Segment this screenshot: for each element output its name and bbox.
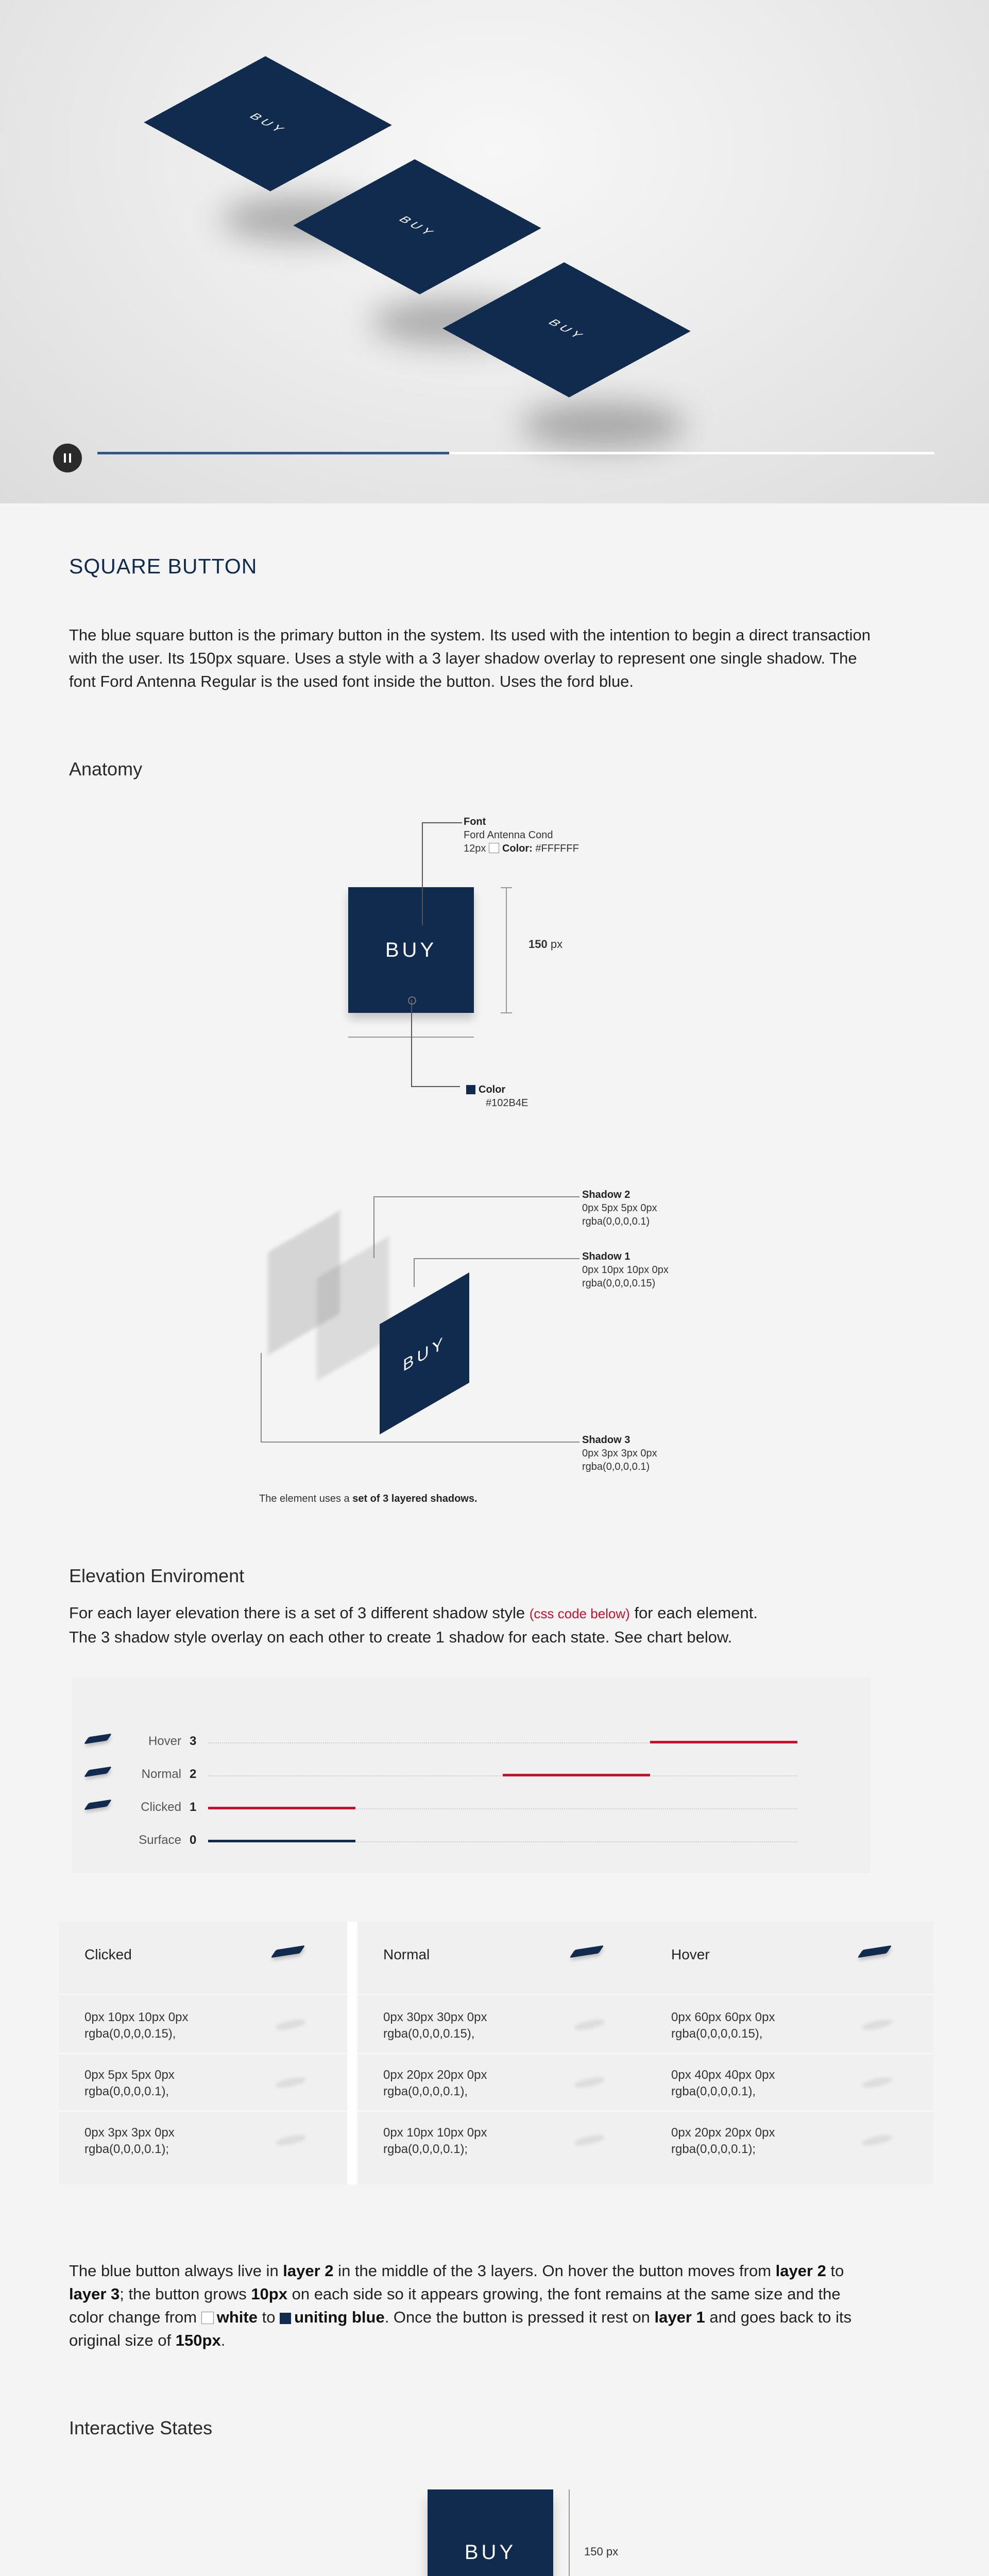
- chart-bar: [503, 1774, 650, 1776]
- anatomy-button: [348, 887, 474, 1013]
- layer-icon: [84, 1734, 112, 1744]
- shadow3-leader: [261, 1353, 262, 1442]
- chart-row-level: 3: [190, 1734, 197, 1748]
- intro-paragraph: The blue square button is the primary button in the system. Its used with the intention to begin a direct transaction with the user. Its 150px square. Uses a style with a 3 layer shadow overlay to represent one single shadow. The font Ford Antenna Regular is the used font inside the button. Uses the ford blue.: [69, 626, 871, 690]
- table-row-divider: [59, 2053, 347, 2054]
- chart-bar: [208, 1807, 355, 1809]
- chart-bar: [650, 1741, 797, 1743]
- video-progress-track[interactable]: [97, 452, 934, 454]
- anatomy-heading: Anatomy: [69, 758, 143, 779]
- pause-icon: [64, 453, 66, 463]
- shadow2-leader: [373, 1196, 374, 1258]
- layer-icon: [858, 1945, 892, 1958]
- chart-row-label: Surface: [139, 1833, 181, 1847]
- font-leader-line: [422, 822, 423, 925]
- table-cell: 0px 10px 10px 0px rgba(0,0,0,0.1);: [383, 2126, 487, 2156]
- chart-row-label: Clicked: [141, 1800, 181, 1814]
- shadow-caption: The element uses a set of 3 layered shadows.: [259, 1493, 478, 1504]
- table-row-divider: [645, 1994, 934, 1995]
- font-annotation: Font Ford Antenna Cond 12px Color: #FFFFFF: [464, 816, 579, 854]
- table-row-divider: [645, 2053, 934, 2054]
- layer-icon: [84, 1767, 112, 1777]
- size-dimension-line: [506, 887, 507, 1013]
- pause-icon: [69, 453, 71, 463]
- table-column-header: Hover: [671, 1946, 710, 1962]
- hero-banner: [0, 0, 989, 503]
- tile-label: BUY: [396, 214, 439, 239]
- state-size-label: 150 px: [584, 2545, 619, 2558]
- color-annotation: Color #102B4E: [466, 1083, 528, 1110]
- chart-row-level: 0: [190, 1833, 197, 1847]
- table-column-clicked: [59, 1922, 347, 2184]
- behavior-paragraph: The blue button always live in layer 2 in the middle of the 3 layers. On hover the button moves from layer 2 to layer 3; the button grows 10px on each side so it appears growing, the font remains at the same size and the color change from white to uniting blue. Once the button is pressed it rest on layer 1 and goes back to its original size of 150px.: [69, 2262, 852, 2349]
- font-leader-line: [422, 822, 462, 823]
- table-column-header: Clicked: [84, 1946, 132, 1962]
- table-row-divider: [357, 2111, 646, 2112]
- table-cell: 0px 5px 5px 0px rgba(0,0,0,0.1),: [84, 2068, 175, 2098]
- table-row-divider: [59, 1994, 347, 1995]
- table-cell: 0px 30px 30px 0px rgba(0,0,0,0.15),: [383, 2010, 487, 2041]
- table-row-divider: [357, 2053, 646, 2054]
- table-column-hover: [645, 1922, 934, 2184]
- elevation-paragraph: For each layer elevation there is a set of 3 different shadow style (css code below) for each element. The 3 shadow style overlay on each other to create 1 shadow for each state. See chart below.: [69, 1604, 758, 1646]
- table-divider: [347, 1922, 357, 2184]
- chart-row-level: 2: [190, 1767, 197, 1781]
- size-dimension-tick: [501, 887, 512, 888]
- table-cell: 0px 20px 20px 0px rgba(0,0,0,0.1);: [671, 2126, 775, 2156]
- shadow2-annotation: Shadow 2 0px 5px 5px 0px rgba(0,0,0,0.1): [582, 1189, 657, 1227]
- table-row-divider: [59, 2111, 347, 2112]
- shadow1-leader: [414, 1258, 579, 1259]
- color-leader-dot: [408, 996, 416, 1005]
- table-row-divider: [357, 1994, 646, 1995]
- hero-tile-1: [144, 56, 392, 191]
- page-title: SQUARE BUTTON: [69, 554, 258, 578]
- layer-icon: [271, 1945, 305, 1958]
- table-cell: 0px 10px 10px 0px rgba(0,0,0,0.15),: [84, 2010, 189, 2041]
- white-swatch-icon: [201, 2312, 214, 2324]
- hero-tile-3: [443, 262, 691, 397]
- uniting-blue-swatch-icon: [280, 2313, 291, 2324]
- shadow3-annotation: Shadow 3 0px 3px 3px 0px rgba(0,0,0,0.1): [582, 1434, 657, 1472]
- button-label: BUY: [403, 1331, 446, 1375]
- table-cell: 0px 40px 40px 0px rgba(0,0,0,0.1),: [671, 2068, 775, 2098]
- button-label: BUY: [385, 938, 437, 961]
- table-cell: 0px 20px 20px 0px rgba(0,0,0,0.1),: [383, 2068, 487, 2098]
- state-normal-button[interactable]: [428, 2489, 553, 2576]
- size-dimension-line: [569, 2489, 570, 2576]
- chart-row-level: 1: [190, 1800, 197, 1814]
- color-leader-line: [411, 1086, 460, 1087]
- hero-tile-2: [294, 159, 541, 294]
- table-column-header: Normal: [383, 1946, 430, 1962]
- size-dimension-tick: [501, 1012, 512, 1013]
- chart-row-label: Hover: [148, 1734, 181, 1748]
- video-progress-fill: [97, 452, 449, 454]
- navy-swatch-icon: [466, 1085, 475, 1094]
- size-label: 150 px: [528, 938, 563, 951]
- chart-row-label: Normal: [141, 1767, 181, 1781]
- table-cell: 0px 60px 60px 0px rgba(0,0,0,0.15),: [671, 2010, 775, 2041]
- shadow-demo-button: [380, 1273, 469, 1434]
- button-label: BUY: [464, 2540, 517, 2564]
- table-row-divider: [645, 2111, 934, 2112]
- elevation-heading: Elevation Enviroment: [69, 1565, 245, 1586]
- layer-icon: [84, 1800, 112, 1810]
- table-column-normal: [357, 1922, 646, 2184]
- chart-bar: [208, 1840, 355, 1842]
- pause-button[interactable]: [53, 444, 82, 472]
- shadow3-leader: [261, 1442, 579, 1443]
- white-swatch-icon: [489, 843, 499, 853]
- tile-label: BUY: [545, 317, 589, 342]
- shadow1-leader: [414, 1258, 415, 1287]
- tile-shadow: [520, 402, 685, 448]
- shadow2-leader: [373, 1196, 579, 1197]
- tile-label: BUY: [246, 111, 290, 135]
- elevation-chart: [72, 1677, 871, 1873]
- css-code-link[interactable]: (css code below): [529, 1606, 630, 1621]
- states-heading: Interactive States: [69, 2417, 213, 2438]
- layer-icon: [570, 1945, 604, 1958]
- color-leader-line: [411, 999, 412, 1087]
- table-cell: 0px 3px 3px 0px rgba(0,0,0,0.1);: [84, 2126, 175, 2156]
- shadow1-annotation: Shadow 1 0px 10px 10px 0px rgba(0,0,0,0.15): [582, 1251, 669, 1289]
